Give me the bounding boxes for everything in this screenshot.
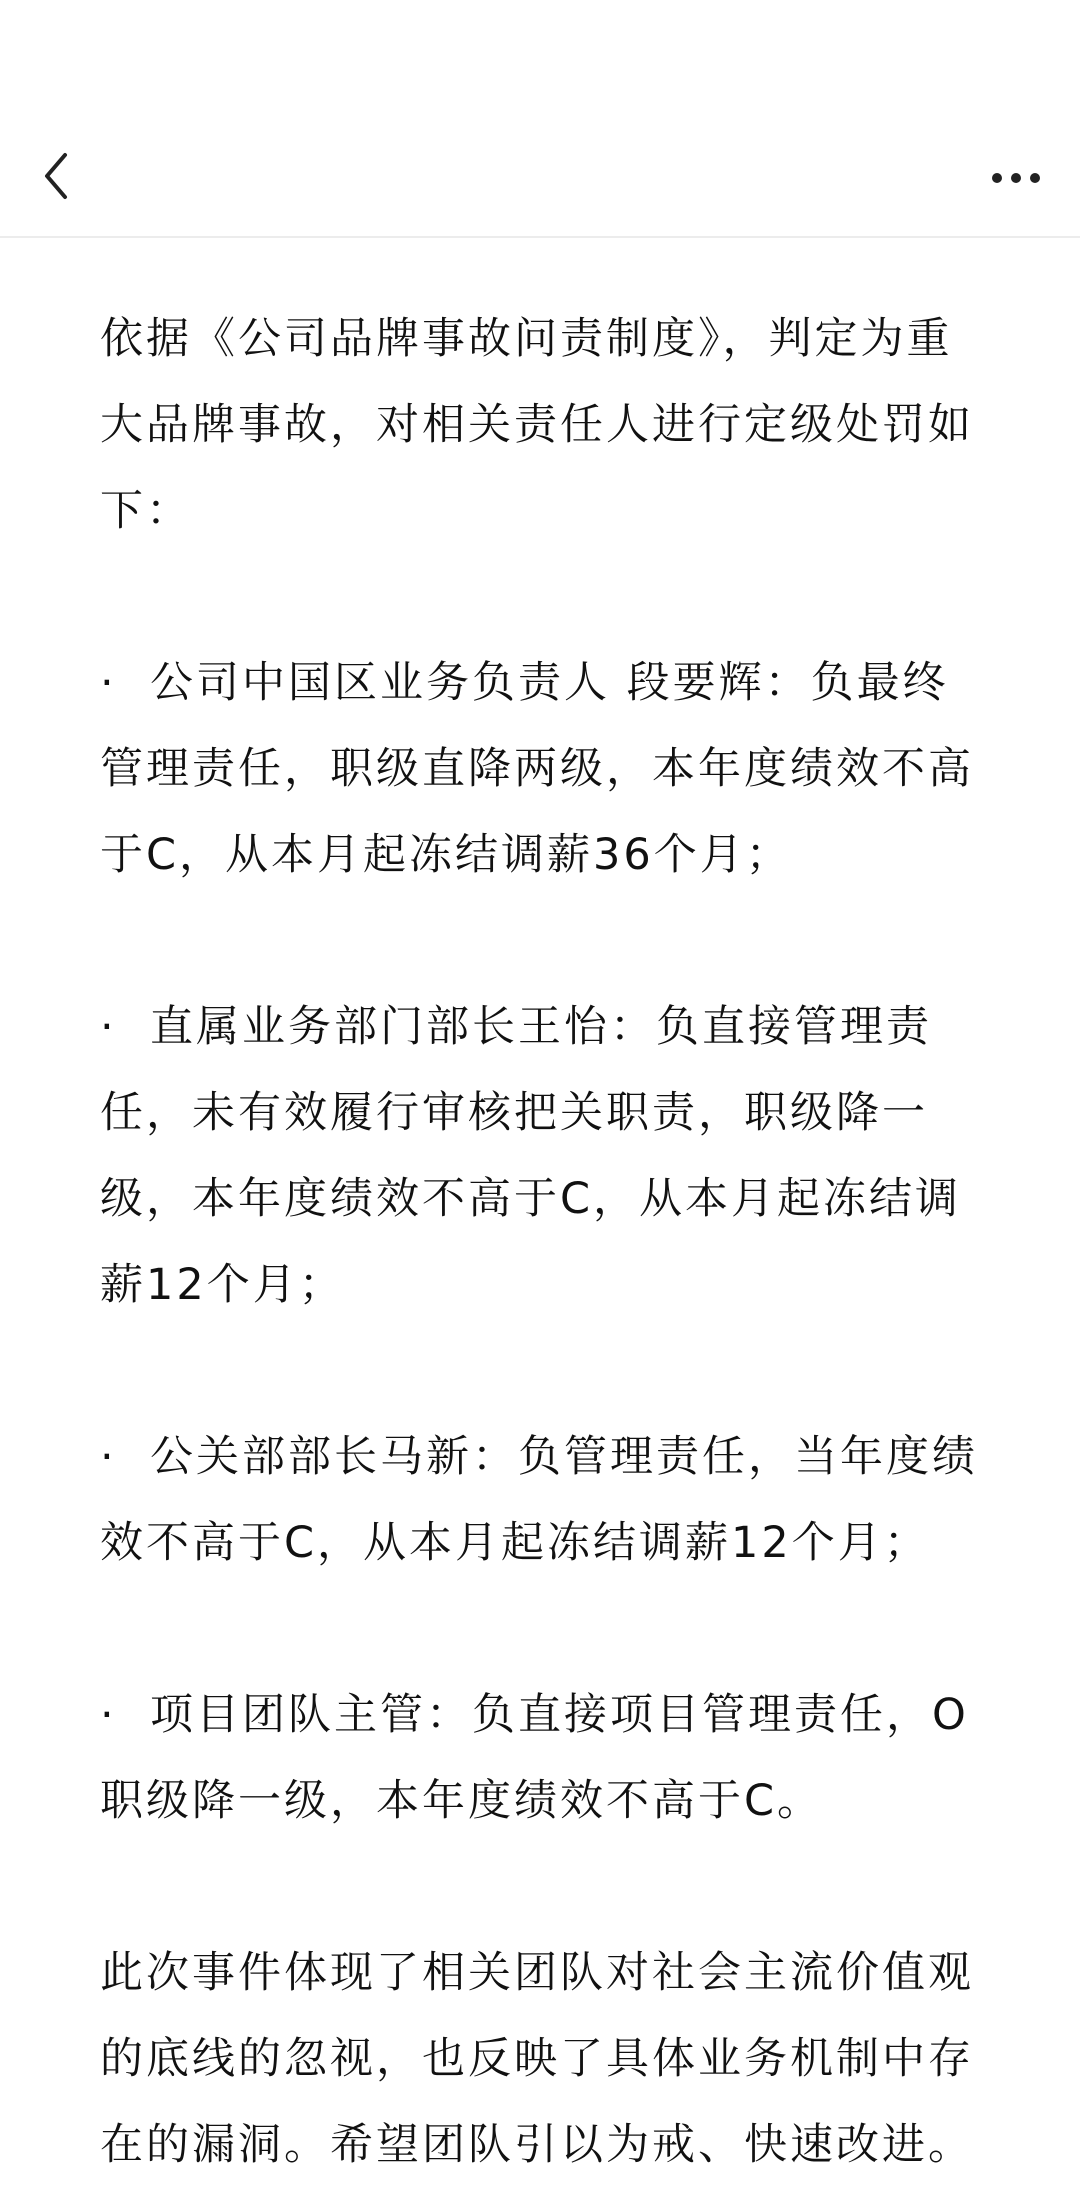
bullet-icon: · xyxy=(100,1002,117,1052)
penalty-item xyxy=(100,640,988,898)
intro-paragraph: 依据《公司品牌事故问责制度》，判定为重大品牌事故，对相关责任人进行定级处罚如下： xyxy=(100,314,974,536)
chevron-left-icon xyxy=(41,151,71,201)
penalty-item xyxy=(100,1672,988,1844)
bullet-icon: · xyxy=(100,1690,117,1740)
penalty-item-text: 公关部部长马新：负管理责任，当年度绩效不高于C，从本月起冻结调薪12个月； xyxy=(100,1432,978,1568)
back-button[interactable] xyxy=(28,144,84,208)
bullet-icon: · xyxy=(100,658,117,708)
penalty-item-text: 项目团队主管：负直接项目管理责任，O职级降一级，本年度绩效不高于C。 xyxy=(100,1690,969,1826)
conclusion-paragraph: 此次事件体现了相关团队对社会主流价值观的底线的忽视，也反映了具体业务机制中存在的漏洞。希望团队引以为戒、快速改进。 xyxy=(100,1948,974,2170)
more-horizontal-icon xyxy=(991,172,1041,184)
top-navigation-bar xyxy=(0,120,1080,238)
more-options-button[interactable] xyxy=(980,150,1052,206)
penalty-item xyxy=(100,1414,988,1586)
penalty-item-text: 公司中国区业务负责人 段要辉：负最终管理责任，职级直降两级，本年度绩效不高于C，从本月起冻结调薪36个月； xyxy=(100,658,974,880)
bullet-icon: · xyxy=(100,1432,117,1482)
article-body xyxy=(100,296,988,2188)
penalty-item-text: 直属业务部门部长王怡：负直接管理责任，未有效履行审核把关职责，职级降一级，本年度绩效不高于C，从本月起冻结调薪12个月； xyxy=(100,1002,962,1310)
penalty-item xyxy=(100,984,988,1328)
